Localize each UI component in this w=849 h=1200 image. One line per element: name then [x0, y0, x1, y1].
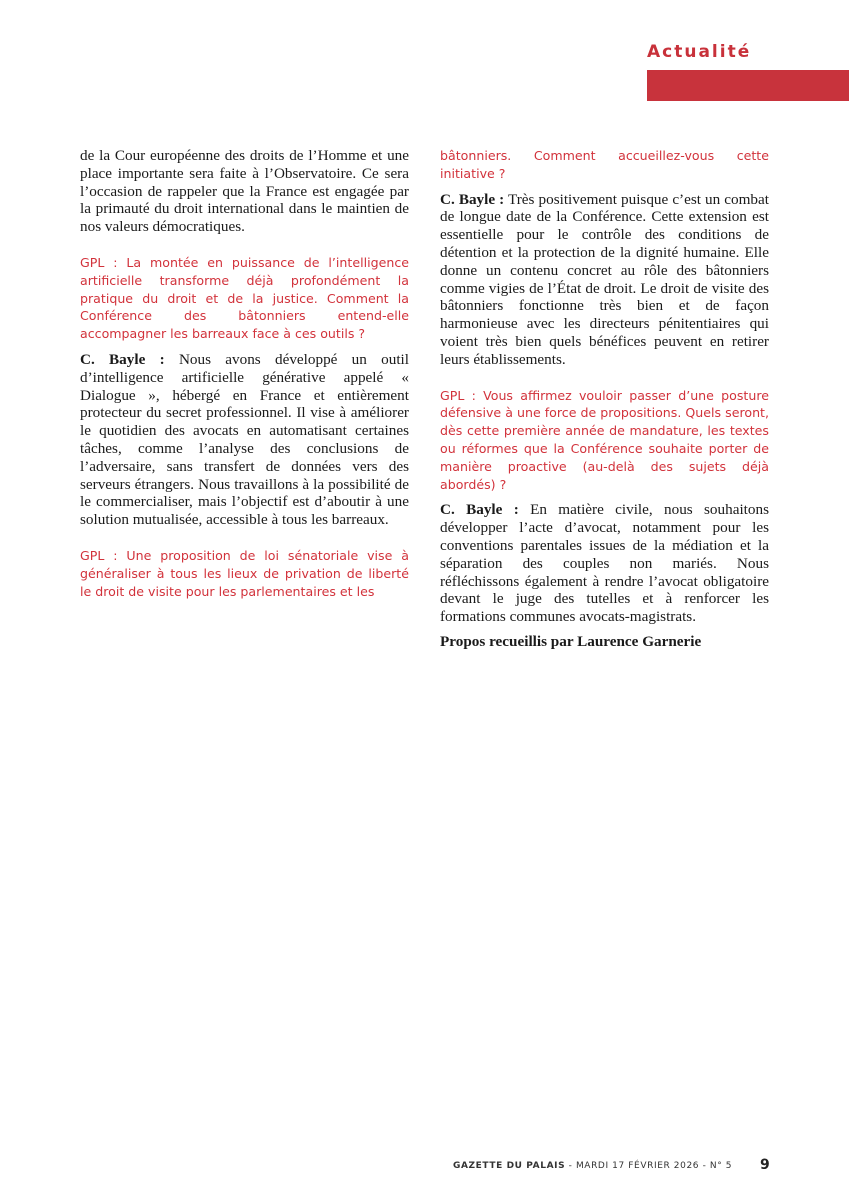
issue-info: - MARDI 17 FÉVRIER 2026 - N° 5 [565, 1161, 733, 1171]
footer-citation [453, 1161, 773, 1171]
interview-signature: Propos recueillis par Laurence Garnerie [440, 632, 702, 650]
answer-text: Nous avons développé un outil d’intelligence artificielle générative appelé « Dialogue », hébergé en France et entièrement protecteur du secret professionnel. Il vise à améliorer le quotidien des avocats en automatisant certaines tâches, comme l’analyse des conclusions de l’adversaire, sans transfert de données vers des serveurs étrangers. Nous travaillons à la possibilité de le commercialiser, mais l’objectif est d’aboutir à une solution mutualisée, accessible à tous les barreaux. [80, 350, 409, 529]
section-accent-bar [647, 70, 849, 101]
question-visit-right-part1: GPL : Une proposition de loi sénatoriale vise à généraliser à tous les lieux de privation de liberté le droit de visite pour les parlementaires et les [80, 547, 409, 599]
continuation-paragraph: de la Cour européenne des droits de l’Homme et une place importante sera faite à l’Observatoire. Ce sera l’occasion de rappeler que la France est engagée par la primauté du droit international dans le maintien de nos valeurs démocratiques. [80, 147, 409, 236]
section-title: Actualité [647, 42, 752, 62]
answer-ai [80, 351, 409, 529]
question-visit-right-part2: bâtonniers. Comment accueillez-vous cette initiative ? [440, 148, 769, 181]
answer-text: En matière civile, nous souhaitons développer l’acte d’avocat, notamment pour les conventions parentales issues de la médiation et la séparation des couples non mariés. Nous réfléchissons également à rendre l’avocat obligatoire devant le juge des tutelles et à renforcer les formations communes avocats-magistrats. [440, 501, 769, 626]
question-ai: GPL : La montée en puissance de l’intelligence artificielle transforme déjà profondément la pratique du droit et de la justice. Comment la Conférence des bâtonniers entend-elle accompagner les barreaux face à ces outils ? [80, 254, 409, 342]
journal-name: GAZETTE DU PALAIS [453, 1161, 566, 1171]
left-column [80, 147, 409, 600]
question-proposals: GPL : Vous affirmez vouloir passer d’une posture défensive à une force de propositions. Quels seront, dès cette première année de mandature, les textes ou réformes que la Conférence souhaite porter de manière proactive (au-delà des sujets déjà abordés) ? [440, 387, 769, 492]
answer-visit-right [440, 191, 769, 369]
answer-speaker: C. Bayle : [440, 501, 519, 519]
answer-text: Très positivement puisque c’est un combat de longue date de la Conférence. Cette extension est essentielle pour le contrôle des conditions de détention et la protection de la dignité humaine. Elle donne un contenu concret au rôle des bâtonniers comme vigies de l’État de droit. Le droit de visite des bâtonniers fonctionne très bien et de façon harmonieuse avec les directeurs pénitentiaires qui voient très bien quels bénéfices peuvent en retirer leurs établissements. [440, 190, 769, 368]
answer-speaker: C. Bayle : [440, 190, 505, 208]
right-column [440, 147, 769, 651]
answer-proposals [440, 501, 769, 626]
page-number: 9 [760, 1157, 770, 1173]
answer-speaker: C. Bayle : [80, 350, 165, 368]
